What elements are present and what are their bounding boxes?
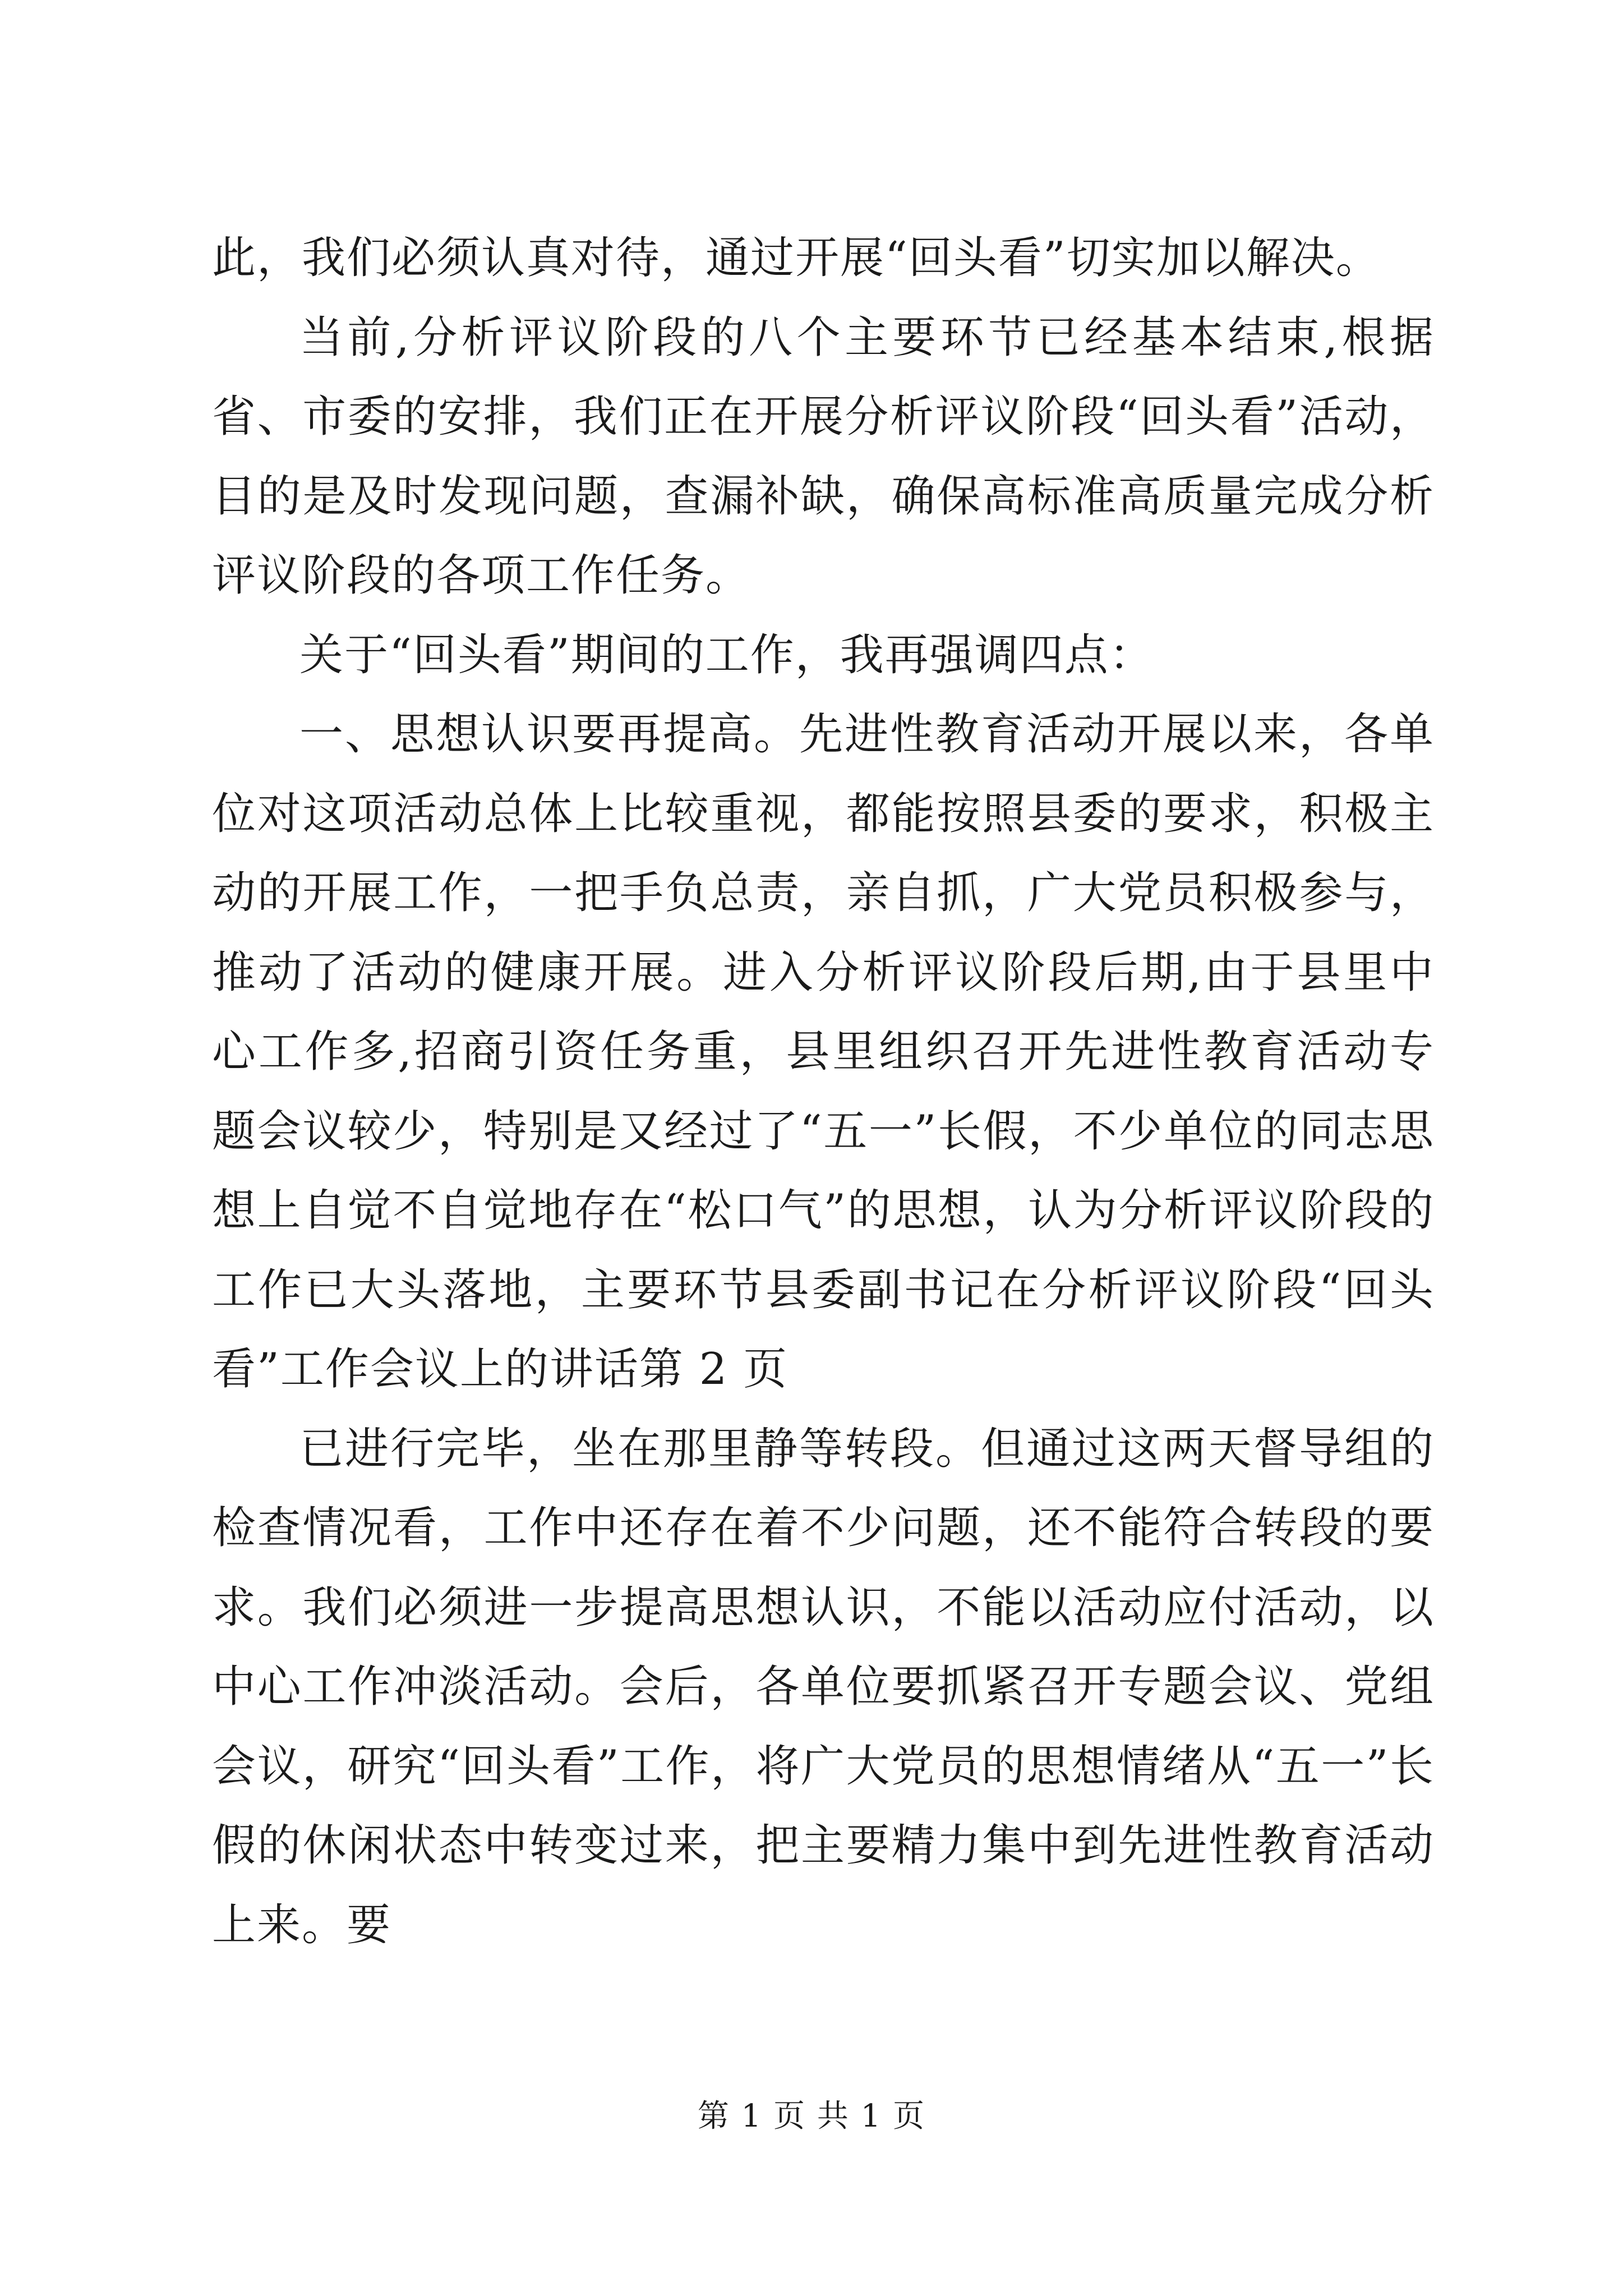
paragraph-4: 一、思想认识要再提高。先进性教育活动开展以来，各单位对这项活动总体上比较重视，都能按照县委的要求，积极主动的开展工作，一把手负总责，亲自抓，广大党员积极参与，推动了活动的健康开展。进入分析评议阶段后期,由于县里中心工作多,招商引资任务重，县里组织召开先进性教育活动专题会议较少，特别是又经过了“五一”长假，不少单位的同志思想上自觉不自觉地存在“松口气”的思想，认为分析评议阶段的工作已大头落地，主要环节县委副书记在分析评议阶段“回头看”工作会议上的讲话第 2 页 [212, 709, 1435, 1395]
document-body [212, 219, 1435, 1965]
paragraph-5: 已进行完毕，坐在那里静等转段。但通过这两天督导组的检查情况看，工作中还存在着不少问题，还不能符合转段的要求。我们必须进一步提高思想认识，不能以活动应付活动，以中心工作冲淡活动。会后，各单位要抓紧召开专题会议、党组会议，研究“回头看”工作，将广大党员的思想情绪从“五一”长假的休闲状态中转变过来，把主要精力集中到先进性教育活动上来。要 [212, 1423, 1435, 1950]
paragraph-3: 关于“回头看”期间的工作，我再强调四点： [299, 629, 1154, 680]
page-footer: 第 1 页 共 1 页 [697, 2098, 926, 2134]
paragraph-2: 当前,分析评议阶段的八个主要环节已经基本结束,根据省、市委的安排，我们正在开展分析评议阶段“回头看”活动，目的是及时发现问题，查漏补缺，确保高标准高质量完成分析评议阶段的各项工作任务。 [212, 312, 1435, 601]
paragraph-1: 此，我们必须认真对待，通过开展“回头看”切实加以解决。 [212, 233, 1381, 283]
